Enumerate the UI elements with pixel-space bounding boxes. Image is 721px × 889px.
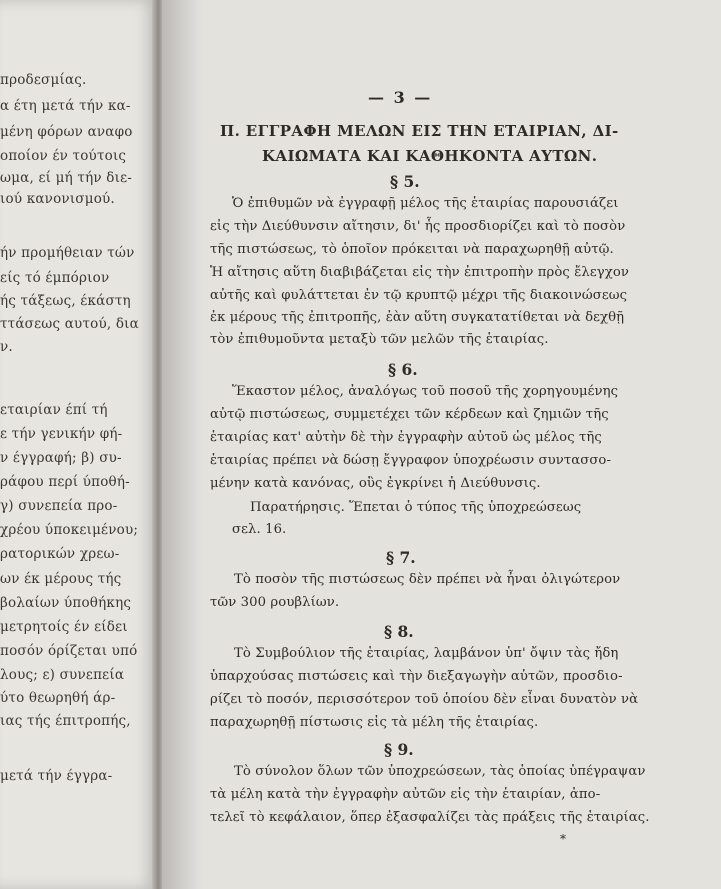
left-page-line: λους; ε) συνεπεία [0, 667, 125, 683]
paragraph-line: Τὸ ποσὸν τῆς πιστώσεως δὲν πρέπει νὰ ἦναι ὀλιγώτερον [234, 572, 621, 587]
left-page-line: ύτο θεωρηθή άρ- [0, 690, 116, 706]
left-page-line: ττάσεως αυτού, δια [0, 316, 139, 332]
asterisk-mark: * [560, 832, 566, 846]
paragraph-line: εἰς τὴν Διεύθυνσιν αἴτησιν, δι' ἧς προσδιορίζει καὶ τὸ ποσὸν [210, 219, 626, 234]
left-page-line: ής τάξεως, έκάστη [0, 293, 131, 309]
paragraph-line: ἑταιρίας πρέπει νὰ δώσῃ ἔγγραφον ὑποχρέωσιν συντασσο- [210, 453, 612, 468]
paragraph-line: τελεῖ τὸ κεφάλαιον, ὅπερ ἐξασφαλίζει τὰς πράξεις τῆς ἑταιρίας. [210, 810, 650, 825]
note-line: σελ. 16. [232, 522, 287, 537]
paragraph-line: Ἕκαστον μέλος, ἀναλόγως τοῦ ποσοῦ τῆς χορηγουμένης [232, 384, 619, 399]
chapter-heading-line-1: Π. ΕΓΓΡΑΦΗ ΜΕΛΩΝ ΕΙΣ ΤΗΝ ΕΤΑΙΡΙΑΝ, ΔΙ- [220, 122, 619, 140]
left-page-line: ε τήν γενικήν φή- [0, 426, 123, 442]
paragraph-line: τῶν 300 ρουβλίων. [210, 595, 340, 610]
left-page-line: ων έκ μέρους τής [0, 571, 122, 587]
paragraph-line: ρίζει τὸ ποσόν, περισσότερον τοῦ ὁποίου δὲν εἶναι δυνατὸν νὰ [210, 692, 639, 707]
section-9-heading: § 9. [384, 740, 414, 759]
left-page-line: ποσόν όρίζεται υπό [0, 643, 138, 659]
left-page-line: ωμα, εί μή τήν διε- [0, 170, 133, 186]
right-page [162, 0, 721, 889]
page-number: — 3 — [368, 88, 433, 107]
left-page-line: α έτη μετά τήν κα- [0, 98, 131, 114]
note-line: Παρατήρησις. Ἕπεται ὁ τύπος τῆς ὑποχρεώσεως [250, 500, 582, 515]
left-page [0, 0, 158, 889]
chapter-heading-line-2: ΚΑΙΩΜΑΤΑ ΚΑΙ ΚΑΘΗΚΟΝΤΑ ΑΥΤΩΝ. [262, 147, 598, 165]
left-page-line: είς τό έμπόριον [0, 270, 110, 286]
paragraph-line: ἐκ μέρους τῆς ἐπιτροπῆς, ἐὰν αὕτη συγκατατίθεται νὰ δεχθῇ [210, 310, 625, 325]
left-page-line: ράφου περί ύποθή- [0, 474, 130, 490]
paragraph-line: Τὸ σύνολον ὅλων τῶν ὑποχρεώσεων, τὰς ὁποίας ὑπέγραψαν [234, 764, 646, 779]
left-page-line: ιού κανονισμού. [0, 191, 115, 207]
paragraph-line: Ἡ αἴτησις αὕτη διαβιβάζεται εἰς τὴν ἐπιτροπὴν πρὸς ἔλεγχον [210, 265, 629, 280]
paragraph-line: τῆς πιστώσεως, τὸ ὁποῖον πρόκειται νὰ παραχωρηθῇ αὐτῷ. [210, 242, 614, 257]
section-8-heading: § 8. [384, 622, 414, 641]
paragraph-line: αὐτῆς καὶ φυλάττεται ἐν τῷ κρυπτῷ μέχρι τῆς διακοινώσεως [210, 288, 628, 303]
paragraph-line: μένην κατὰ κανόνας, οὓς ἐγκρίνει ἡ Διεύθυνσις. [210, 476, 541, 491]
paragraph-line: παραχωρηθῇ πίστωσις εἰς τὰ μέλη τῆς ἑταιρίας. [210, 715, 539, 730]
left-page-line: ν. [0, 339, 13, 355]
left-page-line: προδεσμίας. [0, 72, 87, 88]
section-6-heading: § 6. [388, 360, 418, 379]
section-7-heading: § 7. [386, 548, 416, 567]
paragraph-line: ὑπαρχούσας πιστώσεις καὶ τὴν διεξαγωγὴν αὐτῶν, προσδιο- [210, 669, 623, 684]
left-page-line: μετρητοίς έν είδει [0, 619, 128, 635]
left-page-line: γ) συνεπεία προ- [0, 498, 118, 514]
paragraph-line: Τὸ Συμβούλιον τῆς ἑταιρίας, λαμβάνον ὑπ' ὄψιν τὰς ἤδη [234, 646, 619, 661]
left-page-line: μετά τήν έγγρα- [0, 768, 113, 784]
paragraph-line: ἑταιρίας κατ' αὐτὴν δὲ τὴν ἐγγραφὴν αὐτοῦ ὡς μέλος τῆς [210, 430, 602, 445]
left-page-line: ιας τής έπιτροπής, [0, 713, 131, 729]
left-page-line: εταιρίαν έπί τή [0, 402, 108, 418]
left-page-line: ν έγγραφή; β) συ- [0, 450, 122, 466]
paragraph-line: Ὁ ἐπιθυμῶν νὰ ἐγγραφῇ μέλος τῆς ἑταιρίας παρουσιάζει [232, 196, 619, 211]
paragraph-line: τὸν ἐπιθυμοῦντα μεταξὺ τῶν μελῶν τῆς ἑταιρίας. [210, 332, 549, 347]
paragraph-line: αὐτῷ πιστώσεως, συμμετέχει τῶν κέρδεων καὶ ζημιῶν τῆς [210, 407, 609, 422]
left-page-line: βολαίων ύποθήκης [0, 595, 132, 611]
paragraph-line: τὰ μέλη κατὰ τὴν ἐγγραφὴν αὐτῶν εἰς τὴν ἑταιρίαν, ἀπο- [210, 787, 601, 802]
left-page-line: ρατορικών χρεω- [0, 546, 120, 562]
left-page-line: μένη φόρων αναφο [0, 124, 133, 140]
left-page-line: οποίον έν τούτοις [0, 148, 127, 164]
section-5-heading: § 5. [390, 172, 420, 191]
left-page-line: χρέου ύποκειμένου; [0, 522, 139, 538]
left-page-line: ήν προμήθειαν τών [0, 245, 135, 261]
